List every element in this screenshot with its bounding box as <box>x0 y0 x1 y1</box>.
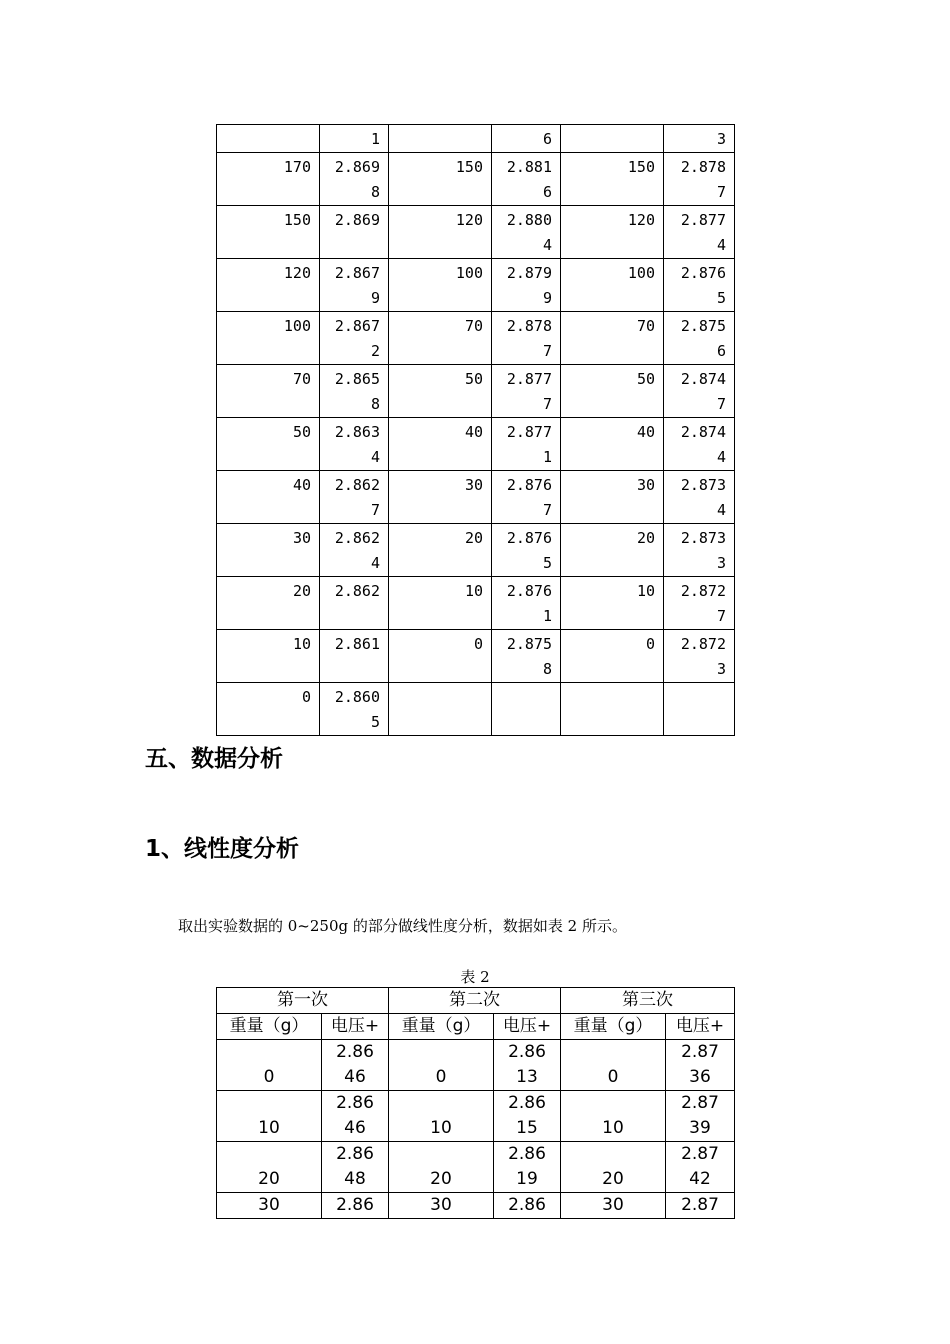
voltage-cell <box>664 153 735 206</box>
voltage-line: 5 <box>542 554 552 572</box>
group-header-row <box>217 988 735 1014</box>
voltage-line: 2.862 <box>334 582 380 600</box>
sub-heading: 1、线性度分析 <box>145 836 300 862</box>
voltage-line: 2.877 <box>680 211 726 229</box>
voltage-cell <box>320 524 389 577</box>
voltage-line: 2.867 <box>334 264 380 282</box>
voltage-cell <box>664 418 735 471</box>
weight-cell: 70 <box>561 312 664 365</box>
column-header: 重量（g） <box>561 1014 666 1040</box>
voltage-cell <box>492 259 561 312</box>
table-row <box>217 418 735 471</box>
weight-cell: 20 <box>217 1142 322 1193</box>
weight-cell: 10 <box>217 630 320 683</box>
voltage-line: 2.878 <box>680 158 726 176</box>
voltage-cell: 2.8648 <box>322 1142 389 1193</box>
voltage-line: 2.880 <box>506 211 552 229</box>
voltage-cell: 2.87 <box>666 1193 735 1219</box>
weight-cell <box>561 683 664 736</box>
voltage-line: 5 <box>716 289 726 307</box>
linearity-table <box>216 987 735 1219</box>
voltage-line: 7 <box>542 395 552 413</box>
voltage-cell <box>664 312 735 365</box>
voltage-cell <box>664 206 735 259</box>
voltage-line: 7 <box>716 395 726 413</box>
body-paragraph: 取出实验数据的 0~250g 的部分做线性度分析，数据如表 2 所示。 <box>178 917 627 935</box>
weight-cell: 150 <box>217 206 320 259</box>
weight-cell: 0 <box>217 683 320 736</box>
voltage-cell: 2.86 <box>322 1193 389 1219</box>
voltage-line: 2.862 <box>334 529 380 547</box>
voltage-line: 4 <box>370 448 380 466</box>
table-row <box>217 577 735 630</box>
table-cell <box>217 125 320 153</box>
voltage-line: 1 <box>542 607 552 625</box>
voltage-line: 7 <box>716 607 726 625</box>
voltage-line: 2.876 <box>506 582 552 600</box>
weight-cell: 30 <box>217 1193 322 1219</box>
voltage-cell <box>320 153 389 206</box>
weight-cell: 10 <box>561 1091 666 1142</box>
weight-cell: 20 <box>217 577 320 630</box>
voltage-line: 4 <box>716 236 726 254</box>
voltage-line: 2.876 <box>506 529 552 547</box>
voltage-line: 2.863 <box>334 423 380 441</box>
voltage-cell <box>320 471 389 524</box>
voltage-cell <box>664 259 735 312</box>
weight-cell: 10 <box>217 1091 322 1142</box>
voltage-line: 2.867 <box>334 317 380 335</box>
table-row <box>217 471 735 524</box>
weight-cell: 30 <box>217 524 320 577</box>
column-header: 电压+ <box>666 1014 735 1040</box>
voltage-line: 2.873 <box>680 529 726 547</box>
voltage-cell <box>492 524 561 577</box>
section-heading: 五、数据分析 <box>145 746 283 772</box>
voltage-line: 2.875 <box>506 635 552 653</box>
voltage-line: 5 <box>370 713 380 731</box>
weight-cell: 50 <box>561 365 664 418</box>
group-header: 第二次 <box>389 988 561 1014</box>
voltage-cell <box>320 418 389 471</box>
table-caption: 表 2 <box>460 968 490 986</box>
data-table-continued <box>216 124 735 736</box>
voltage-line: 2.860 <box>334 688 380 706</box>
voltage-cell <box>492 418 561 471</box>
voltage-cell <box>664 630 735 683</box>
voltage-cell <box>492 312 561 365</box>
voltage-line: 2.876 <box>506 476 552 494</box>
voltage-line: 2.872 <box>680 582 726 600</box>
column-header: 重量（g） <box>217 1014 322 1040</box>
voltage-cell: 2.8646 <box>322 1040 389 1091</box>
voltage-line: 9 <box>370 289 380 307</box>
column-header: 电压+ <box>494 1014 561 1040</box>
weight-cell: 120 <box>389 206 492 259</box>
voltage-cell <box>320 259 389 312</box>
voltage-cell <box>492 365 561 418</box>
voltage-line: 2.877 <box>506 370 552 388</box>
weight-cell: 0 <box>561 630 664 683</box>
voltage-cell: 2.8619 <box>494 1142 561 1193</box>
voltage-line: 4 <box>542 236 552 254</box>
voltage-cell <box>320 365 389 418</box>
weight-cell: 0 <box>389 630 492 683</box>
voltage-line: 2.876 <box>680 264 726 282</box>
table-row <box>217 524 735 577</box>
weight-cell: 50 <box>389 365 492 418</box>
voltage-line: 2.869 <box>334 158 380 176</box>
voltage-line: 2.873 <box>680 476 726 494</box>
voltage-line: 2.865 <box>334 370 380 388</box>
voltage-cell: 2.8739 <box>666 1091 735 1142</box>
table-row <box>217 1040 735 1091</box>
voltage-line: 8 <box>370 183 380 201</box>
voltage-line: 2.875 <box>680 317 726 335</box>
voltage-cell <box>664 471 735 524</box>
voltage-line: 2.881 <box>506 158 552 176</box>
column-header: 重量（g） <box>389 1014 494 1040</box>
voltage-line: 8 <box>542 660 552 678</box>
weight-cell: 20 <box>389 524 492 577</box>
voltage-line: 2.869 <box>334 211 380 229</box>
weight-cell: 40 <box>217 471 320 524</box>
weight-cell: 0 <box>217 1040 322 1091</box>
voltage-cell: 2.8615 <box>494 1091 561 1142</box>
voltage-line: 9 <box>542 289 552 307</box>
table-cell: 1 <box>320 125 389 153</box>
voltage-cell: 2.8646 <box>322 1091 389 1142</box>
voltage-cell <box>664 365 735 418</box>
group-header: 第一次 <box>217 988 389 1014</box>
voltage-cell: 2.8736 <box>666 1040 735 1091</box>
table-row <box>217 683 735 736</box>
voltage-cell <box>320 312 389 365</box>
voltage-line: 3 <box>716 660 726 678</box>
voltage-line: 8 <box>370 395 380 413</box>
table-row <box>217 1142 735 1193</box>
weight-cell: 0 <box>561 1040 666 1091</box>
column-header: 电压+ <box>322 1014 389 1040</box>
weight-cell: 170 <box>217 153 320 206</box>
weight-cell: 30 <box>561 1193 666 1219</box>
weight-cell: 0 <box>389 1040 494 1091</box>
voltage-line: 3 <box>716 554 726 572</box>
weight-cell: 120 <box>561 206 664 259</box>
voltage-cell <box>664 577 735 630</box>
weight-cell: 70 <box>389 312 492 365</box>
voltage-line: 2.874 <box>680 423 726 441</box>
table-row <box>217 206 735 259</box>
voltage-line: 7 <box>370 501 380 519</box>
weight-cell: 50 <box>217 418 320 471</box>
weight-cell <box>389 683 492 736</box>
weight-cell: 10 <box>389 577 492 630</box>
weight-cell: 10 <box>561 577 664 630</box>
voltage-line: 2 <box>370 342 380 360</box>
voltage-cell <box>664 683 735 736</box>
weight-cell: 20 <box>389 1142 494 1193</box>
table-cell: 3 <box>664 125 735 153</box>
voltage-line: 2.874 <box>680 370 726 388</box>
voltage-line: 6 <box>542 183 552 201</box>
voltage-cell <box>492 206 561 259</box>
voltage-cell: 2.8742 <box>666 1142 735 1193</box>
weight-cell: 100 <box>389 259 492 312</box>
voltage-line: 2.872 <box>680 635 726 653</box>
voltage-cell <box>320 577 389 630</box>
voltage-cell: 2.8613 <box>494 1040 561 1091</box>
voltage-cell: 2.86 <box>494 1193 561 1219</box>
table-row <box>217 630 735 683</box>
weight-cell: 40 <box>389 418 492 471</box>
voltage-cell <box>492 683 561 736</box>
weight-cell: 20 <box>561 524 664 577</box>
voltage-cell <box>320 683 389 736</box>
voltage-line: 2.862 <box>334 476 380 494</box>
weight-cell: 10 <box>389 1091 494 1142</box>
voltage-cell <box>320 206 389 259</box>
voltage-line: 7 <box>542 342 552 360</box>
voltage-cell <box>492 577 561 630</box>
table-row <box>217 1193 735 1219</box>
weight-cell: 30 <box>389 1193 494 1219</box>
voltage-line: 4 <box>370 554 380 572</box>
voltage-line: 2.879 <box>506 264 552 282</box>
weight-cell: 120 <box>217 259 320 312</box>
weight-cell: 100 <box>217 312 320 365</box>
voltage-cell <box>492 471 561 524</box>
voltage-line: 6 <box>716 342 726 360</box>
voltage-line: 2.877 <box>506 423 552 441</box>
table-row <box>217 312 735 365</box>
weight-cell: 30 <box>389 471 492 524</box>
table-row <box>217 365 735 418</box>
voltage-line: 4 <box>716 501 726 519</box>
table-row <box>217 153 735 206</box>
weight-cell: 20 <box>561 1142 666 1193</box>
weight-cell: 40 <box>561 418 664 471</box>
table-row <box>217 1091 735 1142</box>
voltage-cell <box>320 630 389 683</box>
table-cell <box>561 125 664 153</box>
voltage-line: 7 <box>542 501 552 519</box>
voltage-cell <box>664 524 735 577</box>
voltage-line: 2.861 <box>334 635 380 653</box>
column-header-row <box>217 1014 735 1040</box>
table-row <box>217 125 735 153</box>
weight-cell: 150 <box>561 153 664 206</box>
voltage-cell <box>492 153 561 206</box>
voltage-line: 1 <box>542 448 552 466</box>
weight-cell: 150 <box>389 153 492 206</box>
table-cell: 6 <box>492 125 561 153</box>
voltage-cell <box>492 630 561 683</box>
weight-cell: 100 <box>561 259 664 312</box>
weight-cell: 30 <box>561 471 664 524</box>
voltage-line: 4 <box>716 448 726 466</box>
table-cell <box>389 125 492 153</box>
group-header: 第三次 <box>561 988 735 1014</box>
voltage-line: 2.878 <box>506 317 552 335</box>
weight-cell: 70 <box>217 365 320 418</box>
table-row <box>217 259 735 312</box>
voltage-line: 7 <box>716 183 726 201</box>
